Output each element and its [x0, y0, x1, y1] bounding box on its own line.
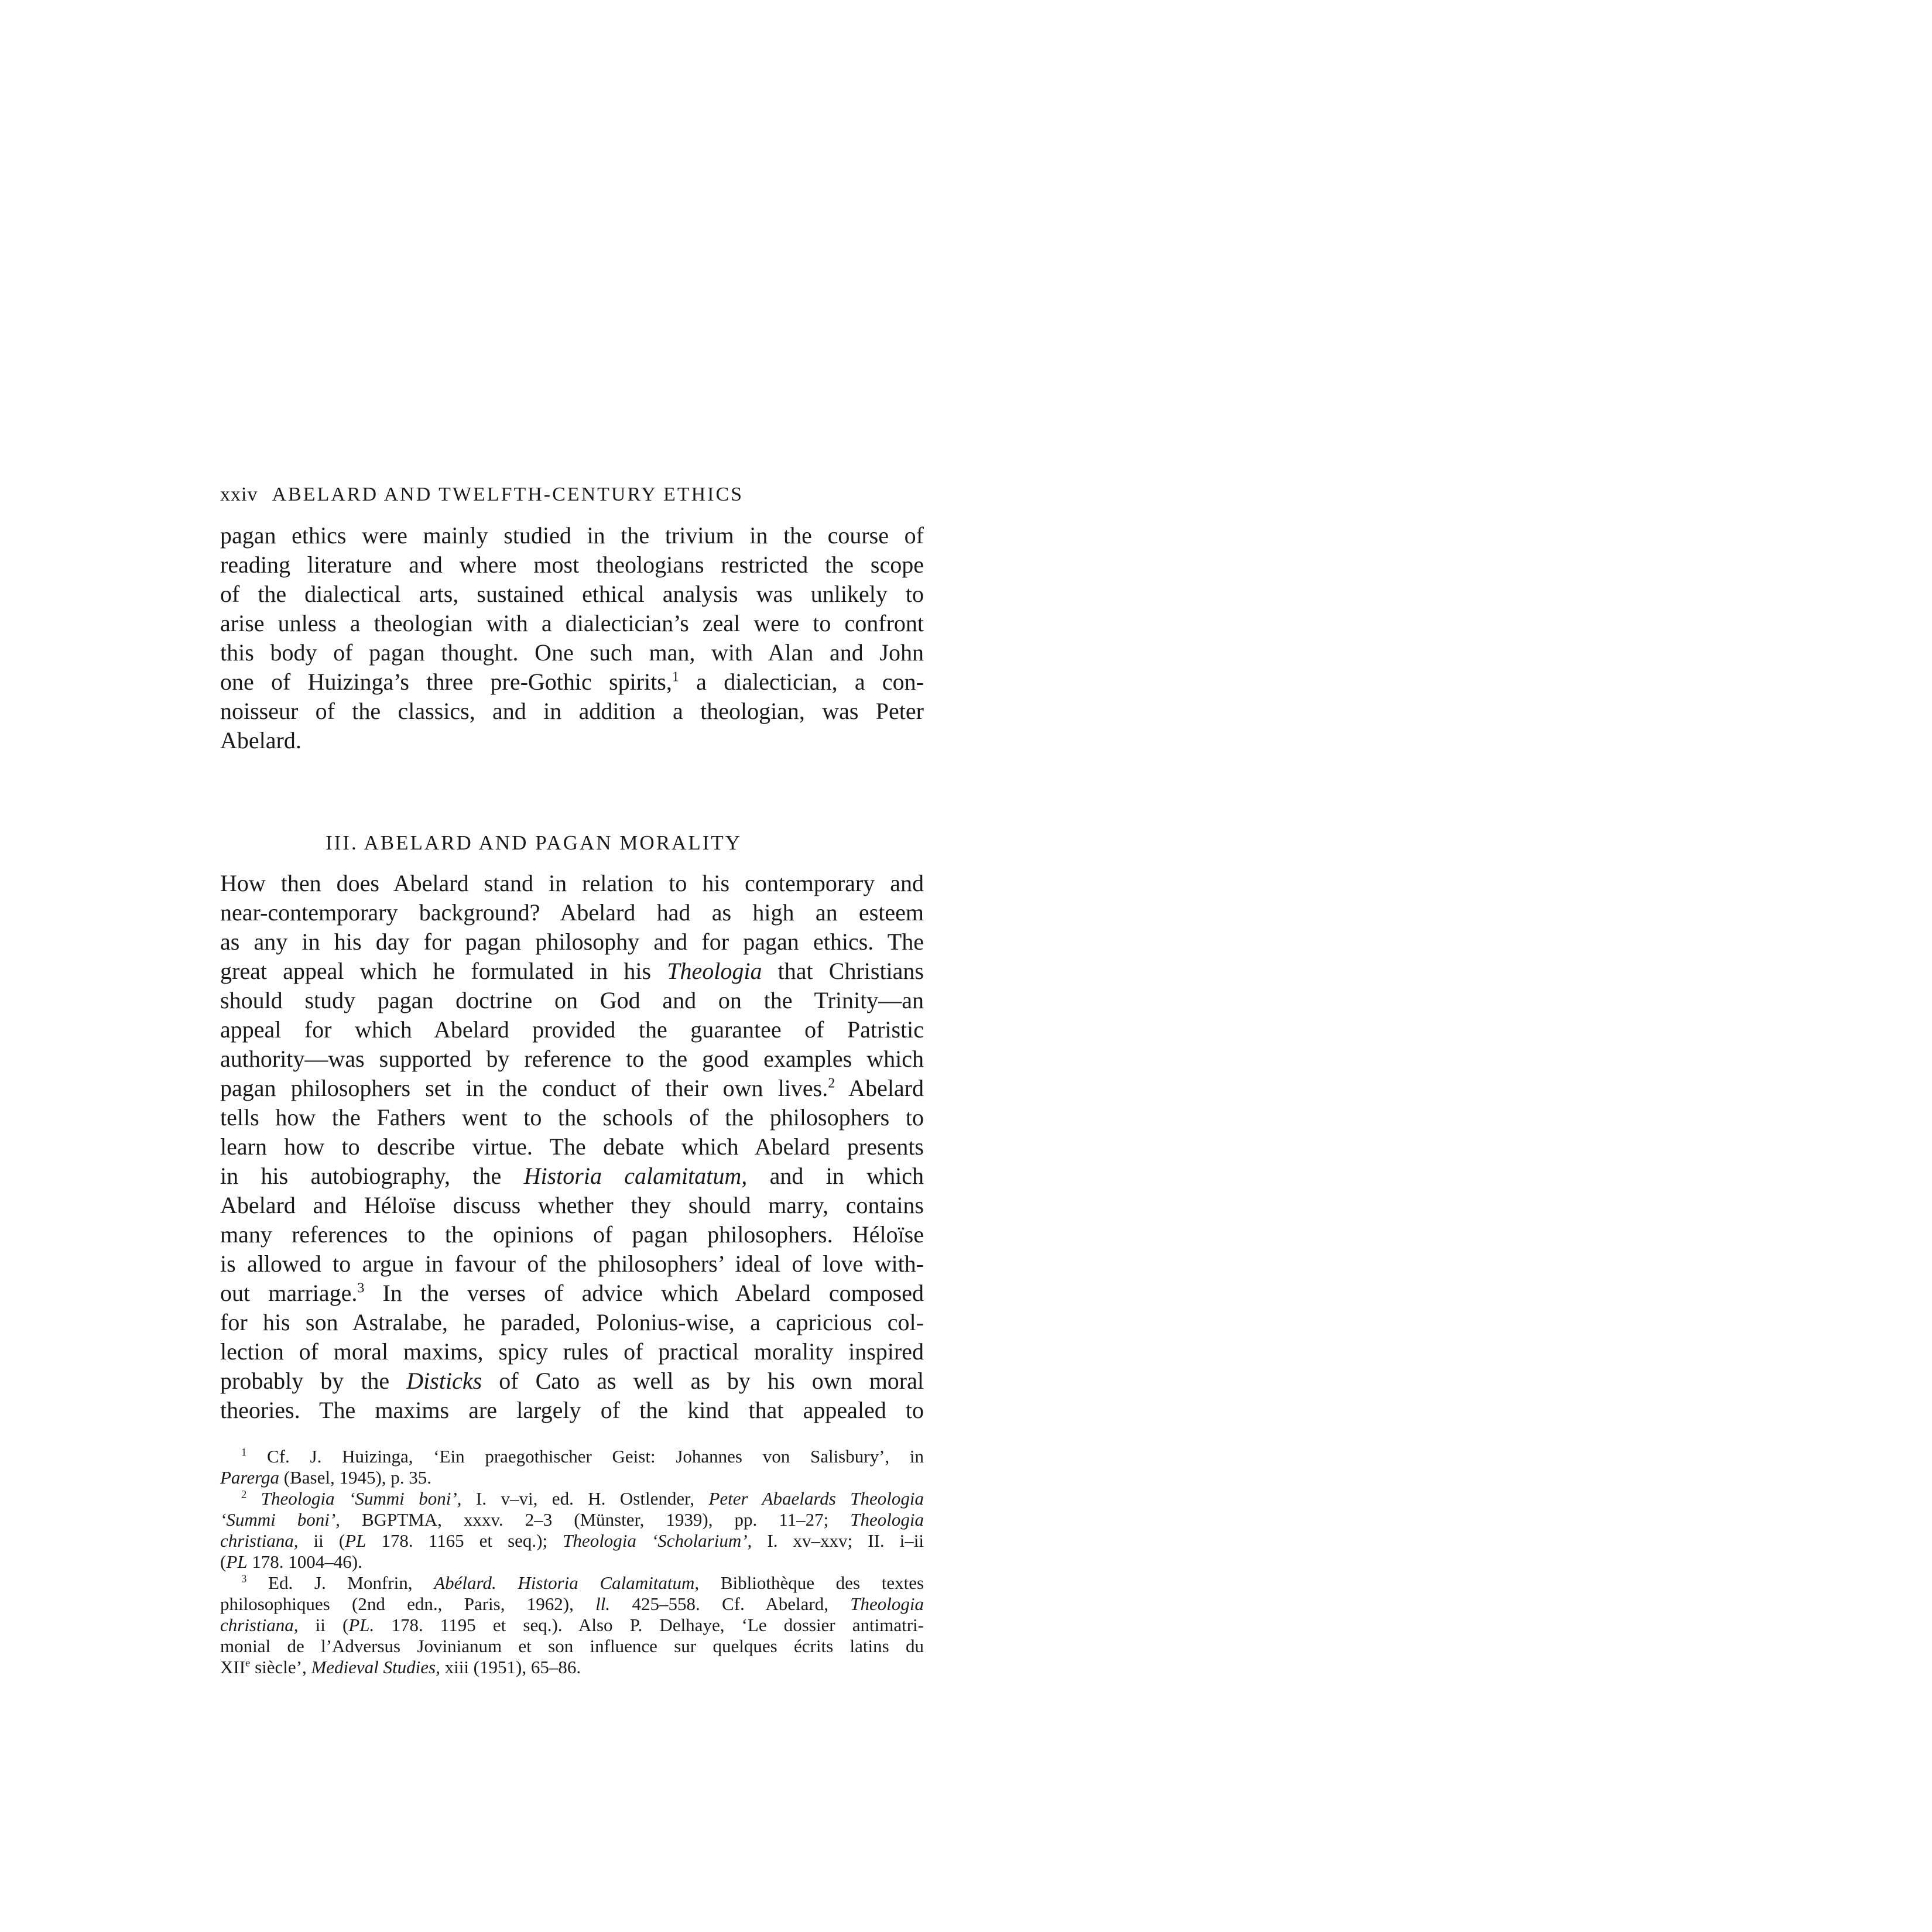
text-line: authority—was supported by reference to the good examples which: [220, 1046, 924, 1072]
page-number: xxiv: [220, 484, 258, 505]
text-segment: 178. 1195 et seq.). Also P. Delhaye, ‘Le dossier antimatri-: [374, 1615, 924, 1635]
text-line: pagan ethics were mainly studied in the trivium in the course of: [220, 522, 924, 549]
footnote-line: [220, 1530, 924, 1551]
book-page: [220, 484, 924, 1678]
italic-title: ll.: [595, 1594, 611, 1614]
text-line: theories. The maxims are largely of the kind that appealed to: [220, 1397, 924, 1423]
text-line: [220, 957, 924, 986]
section-heading: III. ABELARD AND PAGAN MORALITY: [326, 831, 742, 854]
footnote-line: [220, 1509, 924, 1530]
footnote-line: [220, 1615, 924, 1636]
text-segment: probably by the: [220, 1368, 407, 1394]
text-segment: BGPTMA, xxxv. 2–3 (Münster, 1939), pp. 11–27;: [340, 1509, 851, 1530]
text-segment: out marriage.: [220, 1280, 358, 1306]
italic-title: christiana,: [220, 1530, 299, 1551]
italic-title: PL: [345, 1530, 366, 1551]
text-line: [220, 1162, 924, 1191]
superscript: e: [245, 1657, 251, 1670]
italic-title: Theologia: [667, 958, 762, 984]
text-line: arise unless a theologian with a dialectician’s zeal were to confront: [220, 610, 924, 636]
footnote-2: [220, 1488, 924, 1573]
running-title: ABELARD AND TWELFTH-CENTURY ETHICS: [272, 484, 744, 505]
text-line: How then does Abelard stand in relation to his contemporary and: [220, 870, 924, 896]
text-segment: 178. 1165 et seq.);: [366, 1530, 563, 1551]
text-segment: in his autobiography, the: [220, 1163, 524, 1189]
italic-title: Medieval Studies,: [311, 1657, 440, 1677]
text-segment: xiii (1951), 65–86.: [440, 1657, 581, 1677]
text-line: appeal for which Abelard provided the guarantee of Patristic: [220, 1016, 924, 1043]
text-line: as any in his day for pagan philosophy and for pagan ethics. The: [220, 929, 924, 955]
paragraph-intro: [220, 521, 924, 755]
text-segment: ii (: [298, 1615, 349, 1635]
text-segment: I. v–vi, ed. H. Ostlender,: [461, 1488, 709, 1509]
text-line: of the dialectical arts, sustained ethical analysis was unlikely to: [220, 581, 924, 607]
text-segment: Bibliothèque des textes: [699, 1573, 924, 1593]
footnote-number: 3: [241, 1573, 247, 1585]
italic-title: ‘Summi boni’,: [220, 1509, 340, 1530]
paragraph-body: [220, 869, 924, 1425]
footnote-line: [220, 1551, 924, 1573]
footnote-number: 1: [241, 1446, 247, 1459]
italic-title: christiana,: [220, 1615, 299, 1635]
text-segment: a dialectician, a con-: [679, 669, 924, 695]
text-line: near-contemporary background? Abelard had as high an esteem: [220, 899, 924, 926]
text-segment: Cf. J. Huizinga, ‘Ein praegothischer Geist: Johannes von Salisbury’, in: [267, 1446, 924, 1467]
italic-title: Theologia ‘Scholarium’,: [563, 1530, 752, 1551]
text-segment: 178. 1004–46).: [247, 1551, 362, 1572]
text-segment: one of Huizinga’s three pre-Gothic spirits,: [220, 669, 672, 695]
text-line: Abelard.: [220, 727, 302, 753]
text-segment: siècle’,: [250, 1657, 311, 1677]
text-segment: I. xv–xxv; II. i–ii: [752, 1530, 924, 1551]
italic-title: Theologia ‘Summi boni’,: [261, 1488, 462, 1509]
text-line: Abelard and Héloïse discuss whether they should marry, contains: [220, 1192, 924, 1218]
footnote-ref: 2: [828, 1075, 835, 1091]
text-segment: philosophiques (2nd edn., Paris, 1962),: [220, 1594, 596, 1614]
footnote-line: monial de l’Adversus Jovinianum et son influence sur quelques écrits latins du: [220, 1636, 924, 1656]
text-segment: In the verses of advice which Abelard composed: [364, 1280, 924, 1306]
text-line: many references to the opinions of pagan philosophers. Héloïse: [220, 1221, 924, 1248]
footnote-line: [220, 1446, 924, 1467]
text-line: noisseur of the classics, and in addition a theologian, was Peter: [220, 698, 924, 724]
text-segment: (: [220, 1551, 227, 1572]
text-line: this body of pagan thought. One such man, with Alan and John: [220, 639, 924, 666]
italic-title: Theologia: [850, 1594, 924, 1614]
footnote-line: [220, 1594, 924, 1615]
text-segment: great appeal which he formulated in his: [220, 958, 667, 984]
footnotes: [220, 1446, 924, 1678]
italic-title: Historia calamitatum,: [523, 1163, 748, 1189]
italic-title: Theologia: [850, 1509, 924, 1530]
text-line: tells how the Fathers went to the schools of the philosophers to: [220, 1104, 924, 1131]
footnote-ref: 3: [357, 1280, 365, 1296]
text-segment: 425–558. Cf. Abelard,: [610, 1594, 851, 1614]
footnote-line: [220, 1488, 924, 1509]
footnote-3: [220, 1573, 924, 1678]
italic-title: Peter Abaelards Theologia: [708, 1488, 924, 1509]
footnote-ref: 1: [672, 669, 679, 685]
running-head: [220, 484, 924, 506]
text-segment: of Cato as well as by his own moral: [482, 1368, 924, 1394]
text-line: is allowed to argue in favour of the philosophers’ ideal of love with-: [220, 1251, 924, 1277]
text-segment: Ed. J. Monfrin,: [268, 1573, 434, 1593]
footnote-line: [220, 1573, 924, 1594]
italic-title: PL.: [348, 1615, 375, 1635]
italic-title: Abélard. Historia Calamitatum,: [434, 1573, 700, 1593]
text-segment: pagan philosophers set in the conduct of their own lives.: [220, 1075, 828, 1101]
text-line: for his son Astralabe, he paraded, Polonius-wise, a capricious col-: [220, 1309, 924, 1335]
text-segment: ii (: [298, 1530, 345, 1551]
text-segment: XII: [220, 1657, 246, 1677]
text-segment: and in which: [747, 1163, 924, 1189]
text-line: [220, 1366, 924, 1396]
text-segment: (Basel, 1945), p. 35.: [279, 1467, 432, 1488]
text-line: [220, 1074, 924, 1103]
text-line: reading literature and where most theologians restricted the scope: [220, 551, 924, 578]
text-line: learn how to describe virtue. The debate which Abelard presents: [220, 1133, 924, 1160]
text-segment: Abelard: [835, 1075, 924, 1101]
text-line: should study pagan doctrine on God and on the Trinity—an: [220, 987, 924, 1013]
footnote-line: [220, 1657, 924, 1678]
text-line: lection of moral maxims, spicy rules of practical morality inspired: [220, 1338, 924, 1365]
italic-title: Disticks: [406, 1368, 482, 1394]
text-line: [220, 667, 924, 697]
footnote-line: [220, 1467, 924, 1488]
footnote-number: 2: [241, 1488, 247, 1501]
text-line: [220, 1279, 924, 1308]
italic-title: PL: [226, 1551, 248, 1572]
italic-title: Parerga: [220, 1467, 280, 1488]
text-segment: that Christians: [762, 958, 924, 984]
footnote-1: [220, 1446, 924, 1488]
